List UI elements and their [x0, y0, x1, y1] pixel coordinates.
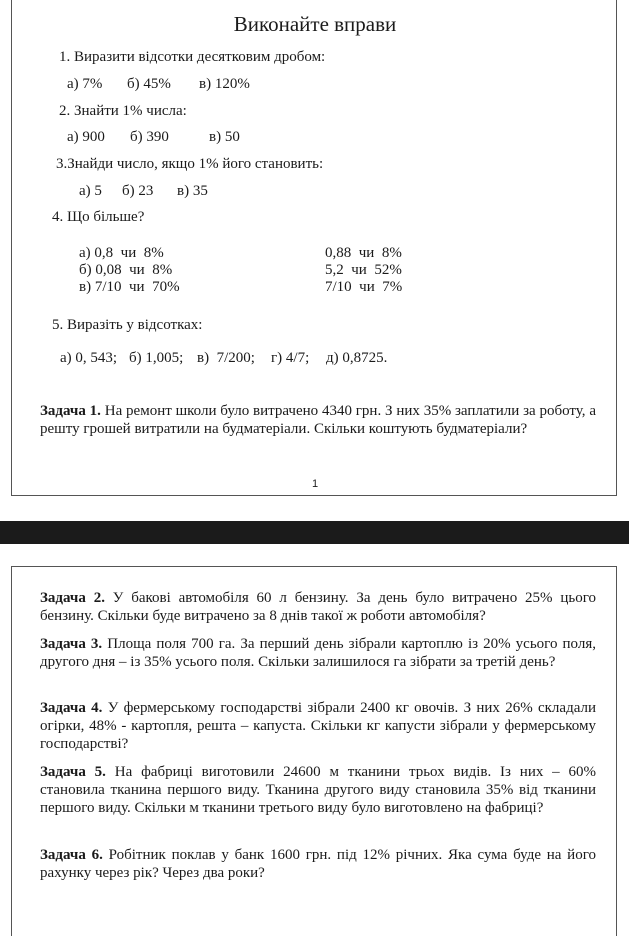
- page-title: Виконайте вправи: [233, 12, 397, 36]
- task-6: [40, 846, 596, 882]
- task-2-label: Задача 2.: [40, 590, 105, 606]
- task-3-text: Площа поля 700 га. За перший день зібрали картоплю із 20% усього поля, другого дня – із 35% усього поля. Скільки залишилося га зібрати за третій день?: [40, 636, 596, 670]
- exercise-2-heading: 2. Знайти 1% числа:: [59, 103, 187, 119]
- document-page-1: [11, 0, 617, 496]
- task-4-text: У фермерському господарстві зібрали 2400 кг овочів. З них 26% складали огірки, 48% - картопля, решта – капуста. Скільки кг капусти зібрали у фермерському господарстві?: [40, 700, 596, 752]
- exercise-4-right-c: 7/10 чи 7%: [325, 279, 403, 295]
- exercise-5-item-a: а) 0, 543;: [60, 350, 118, 366]
- task-3-label: Задача 3.: [40, 636, 103, 652]
- exercise-1-item-c: в) 120%: [199, 76, 250, 92]
- task-6-label: Задача 6.: [40, 847, 103, 863]
- task-1: [40, 402, 596, 438]
- task-1-text: На ремонт школи було витрачено 4340 грн. З них 35% заплатили за роботу, а решту грошей витратили на будматеріали. Скільки коштують будматеріали?: [40, 403, 596, 437]
- exercise-5-item-d: г) 4/7;: [271, 350, 310, 366]
- page-separator: [0, 521, 629, 544]
- exercise-3-item-b: б) 23: [122, 183, 154, 199]
- exercise-5-item-c: в) 7/200;: [197, 350, 255, 366]
- exercise-5-item-b: б) 1,005;: [129, 350, 184, 366]
- task-5-text: На фабриці виготовили 24600 м тканини трьох видів. Із них – 60% становила тканина першого виду. Тканина другого виду становила 35% від тканини першого виду. Скільки м тканини третього виду було виготовлено на фабриці?: [40, 764, 596, 816]
- exercise-5-heading: 5. Виразіть у відсотках:: [52, 317, 203, 333]
- exercise-3-item-c: в) 35: [177, 183, 208, 199]
- exercise-4-left-a: а) 0,8 чи 8%: [79, 245, 164, 261]
- exercise-5-item-e: д) 0,8725.: [326, 350, 388, 366]
- exercise-2-item-b: б) 390: [130, 129, 169, 145]
- document-page-2: [11, 566, 617, 936]
- task-4-label: Задача 4.: [40, 700, 103, 716]
- exercise-4-right-a: 0,88 чи 8%: [325, 245, 402, 261]
- task-2-text: У бакові автомобіля 60 л бензину. За день було витрачено 25% цього бензину. Скільки буде витрачено за 8 днів такої ж роботи автомобіля?: [40, 590, 596, 624]
- task-3: [40, 635, 596, 671]
- exercise-3-heading: 3.Знайди число, якщо 1% його становить:: [56, 156, 324, 172]
- exercise-4-left-c: в) 7/10 чи 70%: [79, 279, 180, 295]
- task-6-text: Робітник поклав у банк 1600 грн. під 12% річних. Яка сума буде на його рахунку через рік? Через два роки?: [40, 847, 596, 881]
- exercise-1-heading: 1. Виразити відсотки десятковим дробом:: [59, 49, 326, 65]
- exercise-4-right-b: 5,2 чи 52%: [325, 262, 402, 278]
- exercise-2-item-a: а) 900: [67, 129, 105, 145]
- exercise-4-left-b: б) 0,08 чи 8%: [79, 262, 173, 278]
- exercise-1-item-b: б) 45%: [127, 76, 171, 92]
- page-number: 1: [311, 478, 319, 490]
- exercise-3-item-a: а) 5: [79, 183, 102, 199]
- task-2: [40, 589, 596, 625]
- exercise-4-heading: 4. Що більше?: [52, 209, 145, 225]
- task-5-label: Задача 5.: [40, 764, 106, 780]
- task-5: [40, 763, 596, 817]
- task-1-label: Задача 1.: [40, 403, 101, 419]
- exercise-1-item-a: а) 7%: [67, 76, 103, 92]
- exercise-2-item-c: в) 50: [209, 129, 240, 145]
- task-4: [40, 699, 596, 753]
